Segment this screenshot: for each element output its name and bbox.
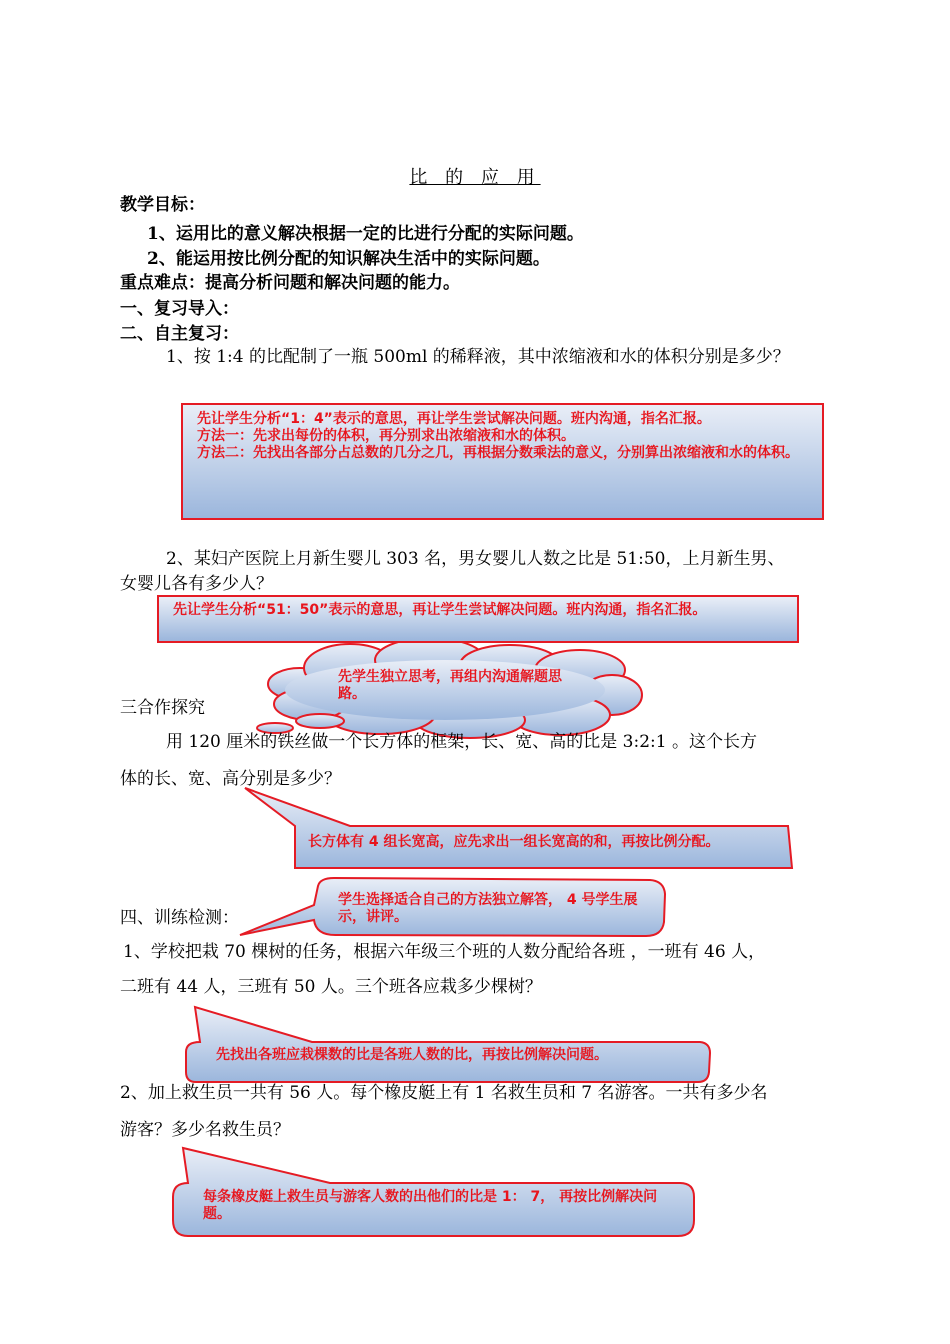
section-practice-test: 四、训练检测： xyxy=(120,908,239,928)
note-4-text: 学生选择适合自己的方法独立解答， 4 号学生展示，讲评。 xyxy=(338,892,638,925)
key-points: 重点难点：提高分析问题和解决问题的能力。 xyxy=(120,273,460,293)
section-self-review: 二、自主复习： xyxy=(120,324,239,344)
callout-q3-shape xyxy=(245,788,792,868)
goal-1: 1、运用比的意义解决根据一定的比进行分配的实际问题。 xyxy=(147,224,584,244)
note-box-2 xyxy=(157,595,799,643)
cloud-note-text: 先学生独立思考，再组内沟通解题思路。 xyxy=(338,669,562,702)
note-5-text: 先找出各班应栽棵数的比是各班人数的比，再按比例解决问题。 xyxy=(216,1047,608,1063)
callout-q4b-shape xyxy=(186,1007,710,1082)
note-6-text: 每条橡皮艇上救生员与游客人数的出他们的比是 1： 7， 再按比例解决问题。 xyxy=(203,1189,658,1222)
note-2-text: 先让学生分析“51：50”表示的意思，再让学生尝试解决问题。班内沟通，指名汇报。 xyxy=(173,602,707,618)
question-1: 1、按 1:4 的比配制了一瓶 500ml 的稀释液，其中浓缩液和水的体积分别是多少？ xyxy=(166,347,790,367)
question-4-line-1: 1、学校把栽 70 棵树的任务，根据六年级三个班的人数分配给各班 ，一班有 46 人， xyxy=(123,942,766,962)
note-box-1 xyxy=(181,403,824,520)
question-3-line-1: 用 120 厘米的铁丝做一个长方体的框架，长、宽、高的比是 3:2:1 。这个长方 xyxy=(166,732,757,752)
question-2-line-1: 2、某妇产医院上月新生婴儿 303 名，男女婴儿人数之比是 51:50，上月新生男、 xyxy=(166,549,785,569)
note-3-text: 长方体有 4 组长宽高，应先求出一组长宽高的和，再按比例分配。 xyxy=(308,834,720,850)
question-2-line-2: 女婴儿各有多少人？ xyxy=(120,574,273,594)
note-1-text: 先让学生分析“1：4”表示的意思，再让学生尝试解决问题。班内沟通，指名汇报。 方法一：先求出每份的体积，再分别求出浓缩液和水的体积。 方法二：先找出各部分占总数的几分之几，再根据分数乘法的意义，分别算出浓缩液和水的体积。 xyxy=(197,411,799,461)
question-3-line-2: 体的长、宽、高分别是多少？ xyxy=(120,769,341,789)
question-5-line-1: 2、加上救生员一共有 56 人。每个橡皮艇上有 1 名救生员和 7 名游客。一共有多少名 xyxy=(120,1083,768,1103)
question-4-line-2: 二班有 44 人，三班有 50 人。三个班各应栽多少棵树？ xyxy=(120,977,542,997)
section-review-intro: 一、复习导入： xyxy=(120,299,239,319)
section-cooperative-inquiry: 三合作探究 xyxy=(120,698,205,718)
question-5-line-2: 游客？多少名救生员？ xyxy=(120,1120,290,1140)
goals-heading: 教学目标： xyxy=(120,195,205,215)
goal-2: 2、能运用按比例分配的知识解决生活中的实际问题。 xyxy=(147,249,550,269)
page-title: 比 的 应 用 xyxy=(409,167,541,188)
